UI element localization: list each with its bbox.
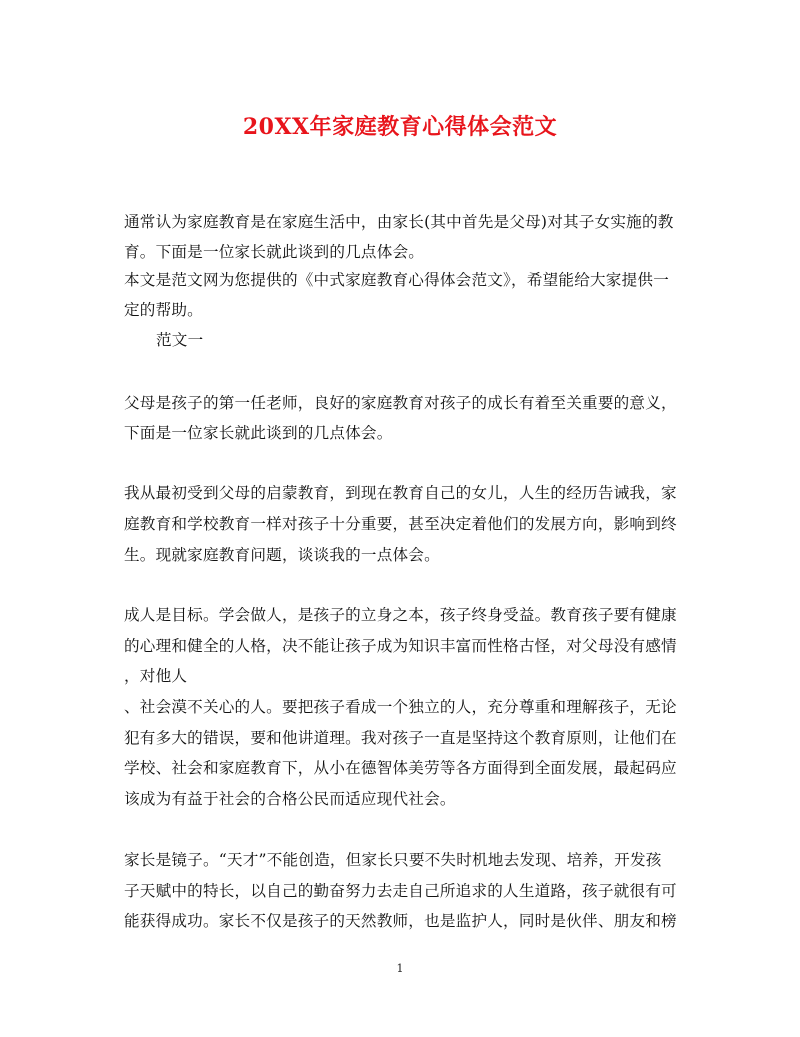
paragraph-line: 生。现就家庭教育问题，谈谈我的一点体会。 bbox=[124, 546, 440, 564]
paragraph-line: 庭教育和学校教育一样对孩子十分重要，甚至决定着他们的发展方向，影响到终 bbox=[124, 515, 677, 533]
page-title: 20XX年家庭教育心得体会范文 bbox=[242, 114, 558, 140]
section-heading: 范文一 bbox=[156, 331, 204, 349]
paragraph-line: 通常认为家庭教育是在家庭生活中，由家长(其中首先是父母)对其子女实施的教 bbox=[124, 213, 674, 231]
paragraph-line: 子天赋中的特长，以自己的勤奋努力去走自己所追求的人生道路，孩子就很有可 bbox=[124, 882, 677, 900]
paragraph-line: 犯有多大的错误，要和他讲道理。我对孩子一直是坚持这个教育原则，让他们在 bbox=[124, 729, 677, 747]
paragraph-line: 我从最初受到父母的启蒙教育，到现在教育自己的女儿，人生的经历告诫我，家 bbox=[124, 484, 677, 502]
paragraph-line: 本文是范文网为您提供的《中式家庭教育心得体会范文》，希望能给大家提供一 bbox=[124, 271, 669, 289]
paragraph-line: 定的帮助。 bbox=[124, 301, 203, 319]
paragraph-line: 下面是一位家长就此谈到的几点体会。 bbox=[124, 424, 393, 442]
paragraph-line: 家长是镜子。“天才”不能创造，但家长只要不失时机地去发现、培养，开发孩 bbox=[124, 851, 662, 869]
paragraph-line: 能获得成功。家长不仅是孩子的天然教师，也是监护人，同时是伙伴、朋友和榜 bbox=[124, 912, 677, 930]
paragraph-line: 、社会漠不关心的人。要把孩子看成一个独立的人，充分尊重和理解孩子，无论 bbox=[124, 698, 677, 716]
paragraph-line: 成人是目标。学会做人，是孩子的立身之本，孩子终身受益。教育孩子要有健康 bbox=[124, 606, 677, 624]
paragraph-line: 父母是孩子的第一任老师，良好的家庭教育对孩子的成长有着至关重要的意义， bbox=[124, 394, 677, 412]
page-number: 1 bbox=[396, 962, 404, 975]
paragraph-line: 育。下面是一位家长就此谈到的几点体会。 bbox=[124, 243, 425, 261]
paragraph-line: ，对他人 bbox=[124, 667, 188, 685]
paragraph-line: 的心理和健全的人格，决不能让孩子成为知识丰富而性格古怪，对父母没有感情 bbox=[124, 637, 677, 655]
paragraph-line: 学校、社会和家庭教育下，从小在德智体美劳等各方面得到全面发展，最起码应 bbox=[124, 759, 677, 777]
paragraph-line: 该成为有益于社会的合格公民而适应现代社会。 bbox=[124, 790, 456, 808]
